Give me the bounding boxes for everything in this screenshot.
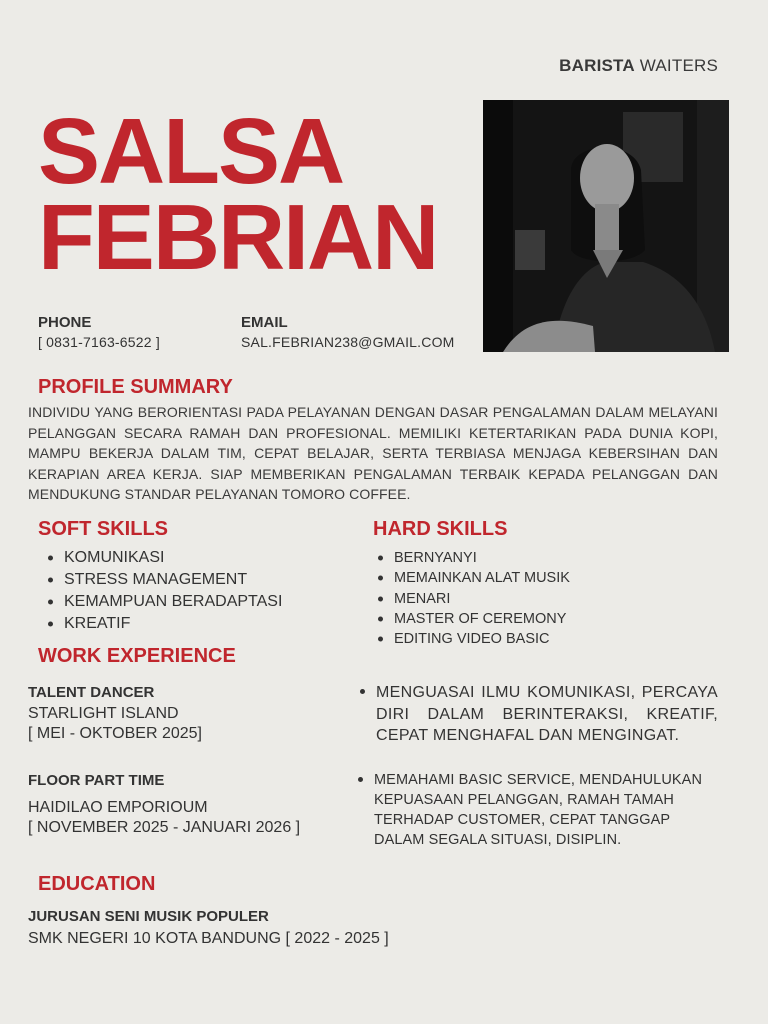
education-heading: EDUCATION [38,873,156,895]
candidate-name [38,99,438,289]
person-portrait-icon [483,100,729,352]
job-place: HAIDILAO EMPORIOUM [28,799,208,816]
phone-value: [ 0831-7163-6522 ] [38,334,160,350]
bullet-icon [358,777,363,782]
role-secondary: WAITERS [639,56,718,75]
job-title: FLOOR PART TIME [28,772,165,789]
education-major: JURUSAN SENI MUSIK POPULER [28,908,269,925]
job-title: TALENT DANCER [28,684,155,701]
list-item: EDITING VIDEO BASIC [368,629,570,649]
hard-skills-list [368,548,570,649]
education-school: SMK NEGERI 10 KOTA BANDUNG [ 2022 - 2025 ] [28,930,389,947]
list-item: BERNYANYI [368,548,570,568]
list-item: MASTER OF CEREMONY [368,609,570,629]
job-description: MENGUASAI ILMU KOMUNIKASI, PERCAYA DIRI DALAM BERINTERAKSI, KREATIF, CEPAT MENGHAFAL DAN MENGINGAT. [376,684,718,744]
list-item: STRESS MANAGEMENT [38,569,282,591]
job-description: MEMAHAMI BASIC SERVICE, MENDAHULUKAN KEPUASAAN PELANGGAN, RAMAH TAMAH TERHADAP CUSTOMER, CEPAT TANGGAP DALAM SEGALA SITUASI, DISIPLIN. [374,772,703,848]
list-item: KEMAMPUAN BERADAPTASI [38,591,282,613]
soft-skills-heading: SOFT SKILLS [38,518,168,540]
job-place: STARLIGHT ISLAND [28,705,179,722]
role-primary: BARISTA [559,56,635,75]
list-item: KREATIF [38,613,282,635]
phone-label: PHONE [38,314,92,331]
profile-summary-text: INDIVIDU YANG BERORIENTASI PADA PELAYANAN DENGAN DASAR PENGALAMAN DALAM MELAYANI PELANGGAN SECARA RAMAH DAN PROFESIONAL. MEMILIKI KETERTARIKAN PADA DUNIA KOPI, MAMPU BEKERJA DALAM TIM, CEPAT BELAJAR, SERTA TERBIASA MENJAGA KEBERSIHAN DAN KERAPIAN AREA KERJA. SIAP MEMBERIKAN PENGALAMAN TERBAIK KEPADA PELANGGAN DAN MENDUKUNG STANDAR PELAYANAN TOMORO COFFEE. [28,404,718,502]
list-item: MENARI [368,589,570,609]
job-period: [ MEI - OKTOBER 2025] [28,725,202,742]
email-value: SAL.FEBRIAN238@GMAIL.COM [241,334,455,350]
first-name: SALSA [38,99,344,203]
job-role [559,56,718,76]
profile-photo [483,100,729,352]
profile-summary-heading: PROFILE SUMMARY [38,376,233,398]
job-period: [ NOVEMBER 2025 - JANUARI 2026 ] [28,819,301,836]
bullet-icon [360,689,365,694]
work-experience-heading: WORK EXPERIENCE [38,645,236,667]
hard-skills-heading: HARD SKILLS [373,518,508,540]
last-name: FEBRIAN [38,185,438,289]
list-item: KOMUNIKASI [38,547,282,569]
email-label: EMAIL [241,314,288,331]
soft-skills-list [38,547,282,635]
list-item: MEMAINKAN ALAT MUSIK [368,568,570,588]
